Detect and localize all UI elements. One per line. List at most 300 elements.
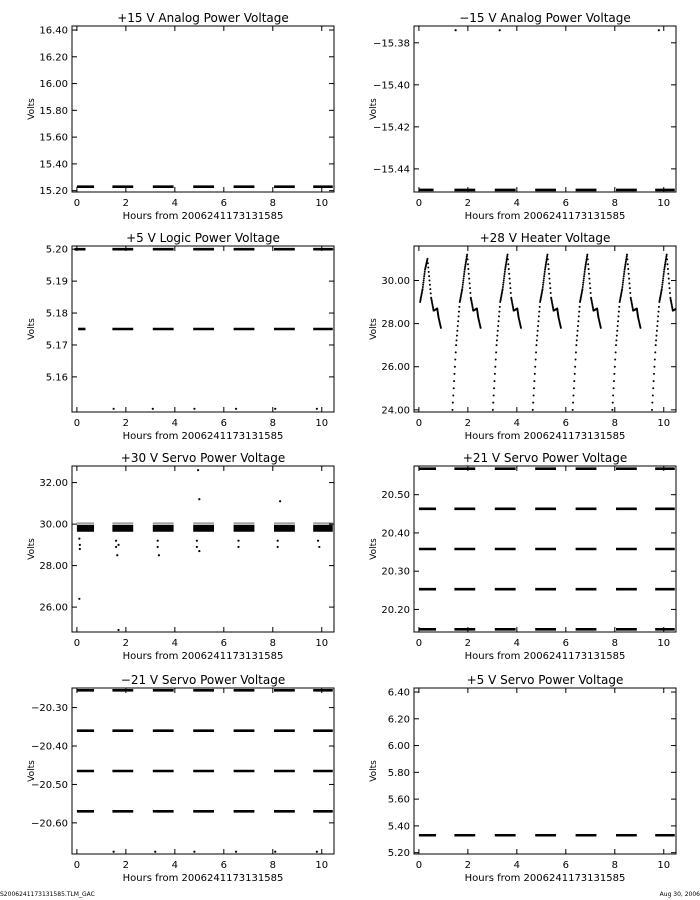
chart-title: +5 V Logic Power Voltage <box>126 231 280 245</box>
data-point <box>115 546 117 548</box>
y-tick-label: −20.30 <box>30 703 68 715</box>
chart-panel-8 <box>369 673 676 884</box>
data-point <box>115 540 117 542</box>
data-point <box>465 260 467 262</box>
data-point <box>618 306 620 308</box>
data-point <box>667 268 669 270</box>
x-tick-label: 2 <box>464 198 472 209</box>
y-tick-label: −15.42 <box>372 122 410 134</box>
data-point <box>585 262 587 264</box>
data-point <box>456 335 458 337</box>
data-point <box>504 273 506 275</box>
data-point <box>154 851 156 853</box>
data-point <box>78 538 80 540</box>
data-point <box>678 323 680 325</box>
x-tick-label: 2 <box>464 418 472 429</box>
data-point <box>455 344 457 346</box>
data-point <box>429 288 431 290</box>
data-point <box>463 275 465 277</box>
data-point <box>493 380 495 382</box>
data-point <box>621 286 623 288</box>
data-marks <box>419 469 675 630</box>
data-point <box>588 273 590 275</box>
x-tick-label: 8 <box>611 638 618 649</box>
data-point <box>667 263 669 265</box>
data-point <box>498 320 500 322</box>
y-tick-label: 16.20 <box>39 52 68 64</box>
data-point <box>676 313 678 315</box>
chart-title: +15 V Analog Power Voltage <box>117 11 289 25</box>
y-tick-label: 24.00 <box>381 405 410 417</box>
data-point <box>545 265 547 267</box>
data-point <box>661 288 663 290</box>
data-point <box>577 320 579 322</box>
data-point <box>467 268 469 270</box>
data-point <box>666 254 668 256</box>
data-point <box>427 267 429 269</box>
data-point <box>589 287 591 289</box>
x-tick-label: 2 <box>122 198 130 209</box>
x-tick-label: 4 <box>171 418 179 429</box>
data-point <box>548 273 550 275</box>
data-point <box>658 29 660 31</box>
data-point <box>547 263 549 265</box>
data-point <box>550 292 552 294</box>
data-point <box>428 275 430 277</box>
data-point <box>628 278 630 280</box>
x-tick-label: 6 <box>562 860 570 871</box>
data-point <box>668 282 670 284</box>
data-point <box>583 279 585 281</box>
x-tick-label: 10 <box>315 860 329 871</box>
data-point <box>665 255 667 257</box>
data-point <box>581 288 583 290</box>
y-axis-label: Volts <box>369 538 379 560</box>
data-point <box>537 330 539 332</box>
data-point <box>612 402 614 404</box>
plot-frame <box>414 688 676 854</box>
data-point <box>667 273 669 275</box>
data-point <box>668 278 670 280</box>
data-point <box>547 258 549 260</box>
data-point <box>542 288 544 290</box>
x-tick-label: 8 <box>269 860 276 871</box>
data-point <box>679 325 681 327</box>
data-point <box>578 311 580 313</box>
data-point <box>651 409 653 411</box>
data-point <box>655 339 657 341</box>
data-point <box>542 286 544 288</box>
y-tick-label: 26.00 <box>381 362 410 374</box>
data-point <box>584 271 586 273</box>
data-point <box>499 29 501 31</box>
data-point <box>618 311 620 313</box>
data-point <box>629 292 631 294</box>
data-point <box>532 402 534 404</box>
y-axis-label: Volts <box>369 760 379 782</box>
data-point <box>468 273 470 275</box>
data-point <box>543 273 545 275</box>
data-point <box>628 282 630 284</box>
data-point <box>543 277 545 279</box>
data-point <box>658 306 660 308</box>
data-point <box>622 282 624 284</box>
data-band <box>153 525 174 532</box>
x-tick-label: 2 <box>122 860 130 871</box>
data-point <box>498 311 500 313</box>
chart-panel-6 <box>369 451 676 662</box>
y-axis-label: Volts <box>27 318 37 340</box>
data-point <box>505 265 507 267</box>
data-point <box>502 286 504 288</box>
data-point <box>653 380 655 382</box>
data-point <box>440 327 442 329</box>
data-point <box>451 409 453 411</box>
data-point <box>677 316 679 318</box>
data-point <box>676 314 678 316</box>
data-marks <box>77 690 333 852</box>
data-point <box>664 267 666 269</box>
data-point <box>576 335 578 337</box>
data-point <box>237 540 239 542</box>
data-point <box>197 469 199 471</box>
data-point <box>622 277 624 279</box>
data-point <box>575 344 577 346</box>
x-axis-label: Hours from 2006241173131585 <box>122 873 284 884</box>
plot-frame <box>72 466 334 632</box>
data-point <box>193 408 195 410</box>
data-point <box>582 286 584 288</box>
x-tick-label: 0 <box>73 198 81 209</box>
data-point <box>629 287 631 289</box>
y-axis-label: Volts <box>369 318 379 340</box>
y-tick-label: 6.00 <box>387 741 410 753</box>
chart-title: +5 V Servo Power Voltage <box>466 673 624 687</box>
data-point <box>545 262 547 264</box>
data-point <box>423 279 425 281</box>
data-point <box>534 366 536 368</box>
data-point <box>503 277 505 279</box>
data-point <box>454 359 456 361</box>
chart-title: −21 V Servo Power Voltage <box>120 673 286 687</box>
data-point <box>664 265 666 267</box>
data-point <box>665 260 667 262</box>
data-point <box>585 264 587 266</box>
data-point <box>79 544 81 546</box>
x-tick-label: 8 <box>611 860 618 871</box>
data-point <box>453 373 455 375</box>
data-point <box>237 546 239 548</box>
y-tick-label: 20.50 <box>381 490 410 502</box>
data-point <box>538 315 540 317</box>
x-tick-label: 0 <box>73 860 81 871</box>
data-point <box>455 29 457 31</box>
data-point <box>656 330 658 332</box>
footer-date: Aug 30, 2006 <box>659 891 700 898</box>
data-point <box>464 269 466 271</box>
y-tick-label: −20.40 <box>30 741 68 753</box>
data-point <box>544 267 546 269</box>
data-point <box>584 265 586 267</box>
data-band <box>313 525 333 532</box>
data-point <box>627 263 629 265</box>
x-axis-label: Hours from 2006241173131585 <box>464 211 626 222</box>
x-tick-label: 8 <box>611 418 618 429</box>
data-point <box>497 325 499 327</box>
data-point <box>508 268 510 270</box>
x-axis-label: Hours from 2006241173131585 <box>122 651 284 662</box>
data-point <box>457 320 459 322</box>
data-point <box>422 284 424 286</box>
data-point <box>456 330 458 332</box>
data-point <box>79 548 81 550</box>
data-point <box>498 315 500 317</box>
data-point <box>583 275 585 277</box>
y-tick-label: 32.00 <box>39 478 68 490</box>
x-tick-label: 10 <box>315 418 329 429</box>
data-point <box>584 269 586 271</box>
data-point <box>456 339 458 341</box>
data-band <box>274 525 295 532</box>
y-tick-label: 15.40 <box>39 159 68 171</box>
data-point <box>235 408 237 410</box>
data-point <box>624 267 626 269</box>
data-point <box>496 344 498 346</box>
data-point <box>274 851 276 853</box>
data-point <box>495 359 497 361</box>
data-point <box>545 260 547 262</box>
data-point <box>548 268 550 270</box>
data-point <box>572 394 574 396</box>
data-point <box>584 267 586 269</box>
data-point <box>590 292 592 294</box>
data-point <box>457 325 459 327</box>
data-point <box>494 366 496 368</box>
data-point <box>493 387 495 389</box>
data-point <box>616 330 618 332</box>
y-axis-label: Volts <box>27 760 37 782</box>
data-point <box>520 327 522 329</box>
x-axis-label: Hours from 2006241173131585 <box>122 211 284 222</box>
data-point <box>422 288 424 290</box>
y-tick-label: 5.20 <box>45 244 68 256</box>
data-point <box>535 351 537 353</box>
x-tick-label: 10 <box>315 638 329 649</box>
data-point <box>654 359 656 361</box>
data-point <box>277 546 279 548</box>
data-marks <box>77 469 333 631</box>
data-point <box>669 287 671 289</box>
data-point <box>117 629 119 631</box>
data-point <box>535 344 537 346</box>
data-point <box>652 394 654 396</box>
data-point <box>658 311 660 313</box>
data-point <box>586 254 588 256</box>
data-point <box>572 409 574 411</box>
data-point <box>502 282 504 284</box>
data-point <box>626 254 628 256</box>
data-point <box>462 282 464 284</box>
data-point <box>504 271 506 273</box>
data-point <box>453 387 455 389</box>
data-point <box>624 269 626 271</box>
x-tick-label: 6 <box>220 860 228 871</box>
data-point <box>452 394 454 396</box>
data-point <box>664 264 666 266</box>
y-tick-label: 15.60 <box>39 132 68 144</box>
y-tick-label: 28.00 <box>39 561 68 573</box>
data-point <box>158 554 160 556</box>
data-point <box>506 255 508 257</box>
y-tick-label: 20.20 <box>381 604 410 616</box>
data-point <box>653 373 655 375</box>
data-marks <box>419 254 681 411</box>
data-point <box>196 540 198 542</box>
data-point <box>545 264 547 266</box>
data-point <box>577 325 579 327</box>
data-point <box>663 273 665 275</box>
data-point <box>277 540 279 542</box>
data-point <box>507 263 509 265</box>
data-point <box>622 279 624 281</box>
data-point <box>577 330 579 332</box>
data-point <box>538 311 540 313</box>
x-tick-label: 8 <box>269 418 276 429</box>
y-tick-label: 5.60 <box>387 794 410 806</box>
data-point <box>426 258 428 260</box>
data-point <box>611 409 613 411</box>
x-axis-label: Hours from 2006241173131585 <box>464 431 626 442</box>
x-tick-label: 4 <box>513 638 521 649</box>
data-point <box>662 282 664 284</box>
data-point <box>198 498 200 500</box>
data-point <box>196 546 198 548</box>
x-tick-label: 4 <box>513 860 521 871</box>
x-tick-label: 10 <box>657 638 671 649</box>
data-point <box>662 279 664 281</box>
data-point <box>628 273 630 275</box>
data-point <box>430 292 432 294</box>
data-point <box>157 540 159 542</box>
y-tick-label: 5.18 <box>45 308 68 320</box>
data-band <box>77 525 94 532</box>
data-point <box>463 273 465 275</box>
x-axis-label: Hours from 2006241173131585 <box>464 651 626 662</box>
data-point <box>679 327 681 329</box>
plot-frame <box>414 246 676 412</box>
data-point <box>582 284 584 286</box>
data-point <box>193 851 195 853</box>
data-point <box>583 273 585 275</box>
data-point <box>495 351 497 353</box>
data-band <box>234 525 255 532</box>
data-point <box>653 366 655 368</box>
chart-title: +21 V Servo Power Voltage <box>462 451 628 465</box>
data-point <box>505 264 507 266</box>
data-point <box>623 271 625 273</box>
data-point <box>493 394 495 396</box>
data-point <box>116 554 118 556</box>
data-point <box>613 380 615 382</box>
y-tick-label: −15.38 <box>372 38 410 50</box>
chart-panel-5 <box>27 451 334 662</box>
x-tick-label: 2 <box>464 860 472 871</box>
data-point <box>623 275 625 277</box>
y-tick-label: 6.40 <box>387 687 410 699</box>
y-tick-label: −15.40 <box>372 80 410 92</box>
y-tick-label: 5.19 <box>45 276 68 288</box>
data-point <box>504 267 506 269</box>
data-point <box>589 282 591 284</box>
x-tick-label: 4 <box>513 198 521 209</box>
x-tick-label: 10 <box>657 198 671 209</box>
data-point <box>429 284 431 286</box>
data-point <box>574 366 576 368</box>
data-point <box>573 380 575 382</box>
plot-frame <box>72 26 334 192</box>
data-point <box>588 278 590 280</box>
y-tick-label: −15.44 <box>372 164 410 176</box>
data-point <box>678 321 680 323</box>
data-point <box>504 269 506 271</box>
data-point <box>613 387 615 389</box>
data-point <box>537 320 539 322</box>
data-point <box>614 366 616 368</box>
x-tick-label: 8 <box>269 198 276 209</box>
y-tick-label: −20.60 <box>30 818 68 830</box>
x-tick-label: 0 <box>415 198 423 209</box>
y-tick-label: 20.40 <box>381 528 410 540</box>
data-point <box>656 325 658 327</box>
data-point <box>455 351 457 353</box>
data-point <box>579 306 581 308</box>
data-point <box>465 264 467 266</box>
data-point <box>316 408 318 410</box>
data-point <box>654 351 656 353</box>
data-point <box>587 263 589 265</box>
data-point <box>497 330 499 332</box>
data-point <box>458 315 460 317</box>
x-tick-label: 8 <box>269 638 276 649</box>
data-point <box>533 380 535 382</box>
data-point <box>572 402 574 404</box>
data-point <box>274 408 276 410</box>
data-point <box>533 394 535 396</box>
data-point <box>157 546 159 548</box>
data-point <box>453 380 455 382</box>
data-point <box>316 851 318 853</box>
data-point <box>678 322 680 324</box>
data-marks <box>74 249 332 410</box>
data-band <box>193 525 214 532</box>
data-point <box>499 306 501 308</box>
data-point <box>622 284 624 286</box>
data-point <box>494 373 496 375</box>
data-point <box>615 339 617 341</box>
data-point <box>549 282 551 284</box>
data-point <box>78 598 80 600</box>
x-tick-label: 8 <box>611 198 618 209</box>
x-tick-label: 4 <box>171 860 179 871</box>
data-point <box>576 339 578 341</box>
data-point <box>424 271 426 273</box>
data-point <box>614 359 616 361</box>
y-tick-label: 5.40 <box>387 821 410 833</box>
data-point <box>612 394 614 396</box>
data-point <box>651 402 653 404</box>
x-tick-label: 0 <box>415 860 423 871</box>
x-tick-label: 2 <box>122 418 130 429</box>
